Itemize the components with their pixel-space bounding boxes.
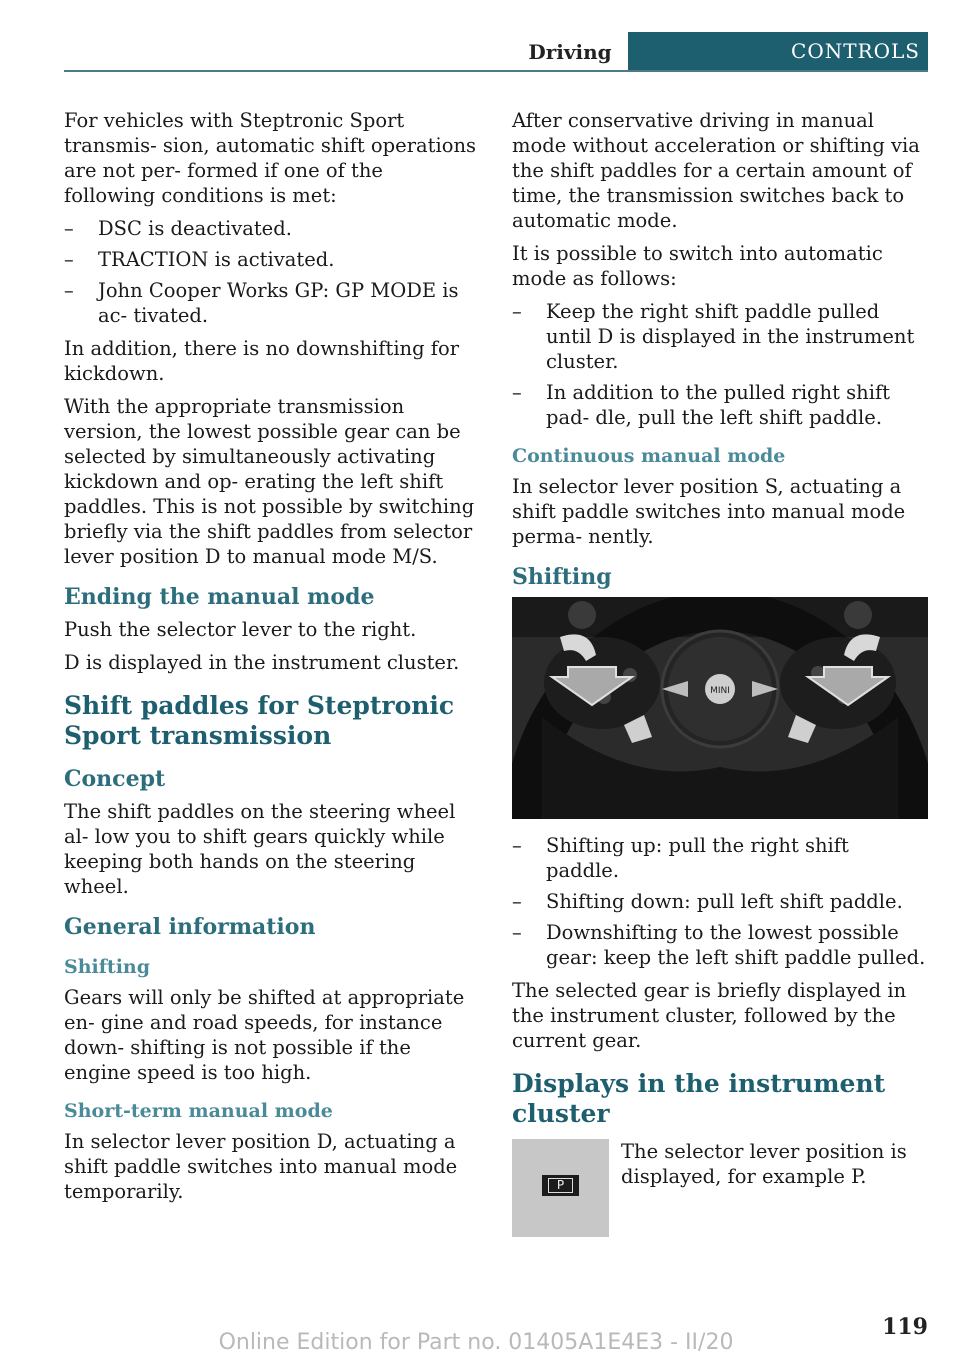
steering-wheel-image bbox=[512, 597, 928, 819]
general-info-heading: General information bbox=[64, 914, 316, 940]
header-rule bbox=[64, 70, 928, 72]
displays-paragraph: The selector lever position is displayed, for example P. bbox=[621, 1140, 907, 1188]
intro-paragraph: For vehicles with Steptronic Sport transmis‐ sion, automatic shift operations are not per‐ formed if one of the following conditions is met: bbox=[64, 109, 477, 207]
conservative-paragraph: After conservative driving in manual mode without acceleration or shifting via the shift paddles for a certain amount of time, the transmission switches back to automatic mode. bbox=[512, 109, 920, 232]
list-item: – In addition to the pulled right shift pad‐ dle, pull the left shift paddle. bbox=[512, 380, 928, 430]
park-indicator-icon bbox=[542, 1175, 579, 1196]
shifting-list bbox=[512, 833, 928, 970]
left-column bbox=[64, 108, 480, 1212]
mini-logo-text: MINI bbox=[710, 686, 730, 696]
continuous-heading: Continuous manual mode bbox=[512, 445, 786, 467]
header-chapter: CONTROLS bbox=[628, 32, 928, 70]
list-item: – Keep the right shift paddle pulled until D is displayed in the instrument cluster. bbox=[512, 299, 928, 374]
continuous-paragraph: In selector lever position S, actuating a shift paddle switches into manual mode perma‐ nently. bbox=[512, 475, 906, 548]
display-example bbox=[512, 1139, 928, 1237]
footer-edition: Online Edition for Part no. 01405A1E4E3 - II/20 bbox=[218, 1330, 734, 1355]
conditions-list bbox=[64, 216, 480, 328]
concept-heading: Concept bbox=[64, 766, 166, 792]
shifting-subheading: Shifting bbox=[64, 956, 151, 978]
ending-p1: Push the selector lever to the right. bbox=[64, 618, 417, 641]
list-item: – Downshifting to the lowest possible gear: keep the left shift paddle pulled. bbox=[512, 920, 928, 970]
selected-gear-paragraph: The selected gear is briefly displayed in the instrument cluster, followed by the current gear. bbox=[512, 979, 907, 1052]
list-item: – TRACTION is activated. bbox=[64, 247, 480, 272]
switch-auto-list bbox=[512, 299, 928, 430]
instrument-cluster-image bbox=[512, 1139, 609, 1237]
page-number: 119 bbox=[882, 1314, 928, 1340]
park-indicator-letter: P bbox=[548, 1178, 573, 1193]
short-term-paragraph: In selector lever position D, actuating a shift paddle switches into manual mode temporarily. bbox=[64, 1130, 458, 1203]
switch-auto-paragraph: It is possible to switch into automatic mode as follows: bbox=[512, 242, 883, 290]
shifting-heading: Shifting bbox=[512, 564, 612, 590]
shift-paddles-heading: Shift paddles for Steptronic Sport transmission bbox=[64, 691, 455, 750]
displays-heading: Displays in the instrument cluster bbox=[512, 1069, 886, 1128]
no-downshift-paragraph: In addition, there is no downshifting for kickdown. bbox=[64, 337, 460, 385]
list-item: – John Cooper Works GP: GP MODE is ac‐ tivated. bbox=[64, 278, 480, 328]
ending-manual-heading: Ending the manual mode bbox=[64, 584, 375, 610]
ending-p2: D is displayed in the instrument cluster. bbox=[64, 651, 460, 674]
list-item: – DSC is deactivated. bbox=[64, 216, 480, 241]
list-item: – Shifting down: pull left shift paddle. bbox=[512, 889, 928, 914]
short-term-heading: Short-term manual mode bbox=[64, 1100, 333, 1122]
header-section: Driving bbox=[528, 40, 612, 64]
concept-paragraph: The shift paddles on the steering wheel al‐ low you to shift gears quickly while keeping both hands on the steering wheel. bbox=[64, 800, 456, 898]
list-item: – Shifting up: pull the right shift paddle. bbox=[512, 833, 928, 883]
lowest-gear-paragraph: With the appropriate transmission version, the lowest possible gear can be selected by simultaneously activating kickdown and op‐ erating the left shift paddles. This is not possible by switching briefly via the shift paddles from selector lever position D to manual mode M/S. bbox=[64, 395, 475, 568]
shifting-paragraph: Gears will only be shifted at appropriate en‐ gine and road speeds, for instance down‐ shifting is not possible if the engine speed is too high. bbox=[64, 986, 465, 1084]
right-column bbox=[512, 108, 928, 1237]
